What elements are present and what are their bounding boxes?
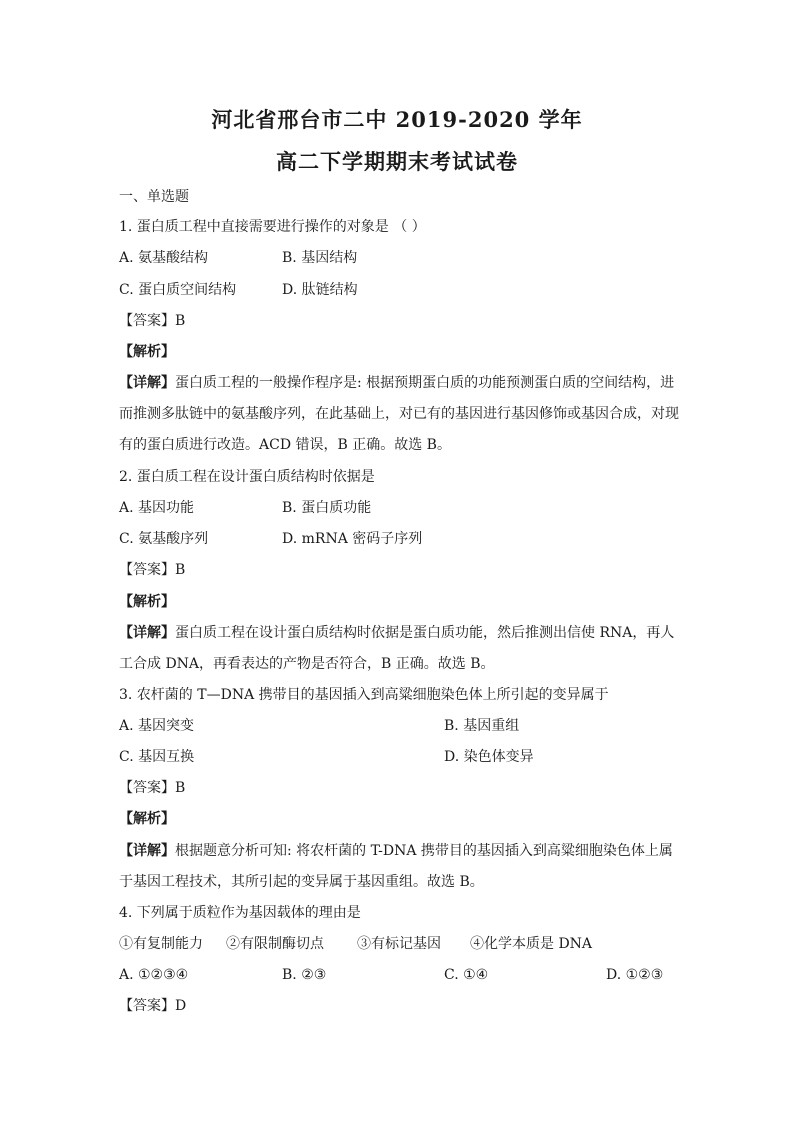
detail-label: 【详解】 <box>119 843 175 859</box>
question-3-detail-line-2: 于基因工程技术，其所引起的变异属于基因重组。故选 B。 <box>119 874 484 890</box>
detail-text: 根据题意分析可知: 将农杆菌的 T-DNA 携带目的基因插入到高粱细胞染色体上属 <box>175 843 673 859</box>
question-1-analysis-label: 【解析】 <box>119 344 175 360</box>
question-1-detail-line-1 <box>119 374 674 392</box>
answer-value: D <box>175 998 187 1014</box>
question-2-option-c: C. 氨基酸序列 <box>119 531 209 547</box>
question-3-option-b: B. 基因重组 <box>444 718 520 734</box>
detail-text: 蛋白质工程的一般操作程序是: 根据预期蛋白质的功能预测蛋白质的空间结构，进 <box>175 375 675 391</box>
question-4-stem: 4. 下列属于质粒作为基因载体的理由是 <box>119 905 361 921</box>
question-3-answer <box>119 779 185 797</box>
section-heading: 一、单选题 <box>119 189 189 205</box>
question-4-item-3: ③有标记基因 <box>357 936 441 952</box>
question-4-option-d: D. ①②③ <box>606 967 664 983</box>
question-3-stem: 3. 农杆菌的 T—DNA 携带目的基因插入到高粱细胞染色体上所引起的变异属于 <box>119 687 609 703</box>
question-4-item-1: ①有复制能力 <box>119 936 203 952</box>
detail-text: 蛋白质工程在设计蛋白质结构时依据是蛋白质功能，然后推测出信使 RNA，再人 <box>175 625 675 641</box>
question-2-option-a: A. 基因功能 <box>119 500 195 516</box>
question-1-option-b: B. 基因结构 <box>282 250 358 266</box>
question-2-detail-line-2: 工合成 DNA，再看表达的产物是否符合，B 正确。故选 B。 <box>119 656 495 672</box>
question-3-detail-line-1 <box>119 842 673 860</box>
question-3-option-d: D. 染色体变异 <box>444 749 534 765</box>
question-2-option-d: D. mRNA 密码子序列 <box>282 531 423 547</box>
question-2-option-b: B. 蛋白质功能 <box>282 500 372 516</box>
question-2-detail-line-1 <box>119 624 674 642</box>
question-4-option-b: B. ②③ <box>282 967 327 983</box>
question-1-option-a: A. 氨基酸结构 <box>119 250 209 266</box>
question-3-option-a: A. 基因突变 <box>119 718 195 734</box>
question-1-option-d: D. 肽链结构 <box>282 282 358 298</box>
answer-value: B <box>175 780 186 796</box>
answer-label: 【答案】 <box>119 313 175 329</box>
question-4-option-a: A. ①②③④ <box>119 967 189 983</box>
question-2-analysis-label: 【解析】 <box>119 594 175 610</box>
detail-label: 【详解】 <box>119 625 175 641</box>
answer-value: B <box>175 562 186 578</box>
page-subtitle: 高二下学期期末考试试卷 <box>276 149 518 174</box>
question-1-detail-line-2: 而推测多肽链中的氨基酸序列，在此基础上，对已有的基因进行基因修饰或基因合成，对现 <box>119 406 679 422</box>
question-2-stem: 2. 蛋白质工程在设计蛋白质结构时依据是 <box>119 469 375 485</box>
answer-label: 【答案】 <box>119 780 175 796</box>
question-1-detail-line-3: 有的蛋白质进行改造。ACD 错误，B 正确。故选 B。 <box>119 437 451 453</box>
question-1-answer <box>119 312 185 330</box>
answer-label: 【答案】 <box>119 998 175 1014</box>
question-4-option-c: C. ①④ <box>444 967 489 983</box>
question-1-option-c: C. 蛋白质空间结构 <box>119 282 237 298</box>
answer-value: B <box>175 313 186 329</box>
question-3-analysis-label: 【解析】 <box>119 811 175 827</box>
question-3-option-c: C. 基因互换 <box>119 749 195 765</box>
question-4-answer <box>119 997 186 1015</box>
question-4-item-4: ④化学本质是 DNA <box>470 936 593 952</box>
answer-label: 【答案】 <box>119 562 175 578</box>
detail-label: 【详解】 <box>119 375 175 391</box>
question-2-answer <box>119 561 185 579</box>
question-1-stem: 1. 蛋白质工程中直接需要进行操作的对象是 （ ） <box>119 219 426 235</box>
question-4-item-2: ②有限制酶切点 <box>226 936 324 952</box>
page-title: 河北省邢台市二中 2019-2020 学年 <box>211 107 583 132</box>
